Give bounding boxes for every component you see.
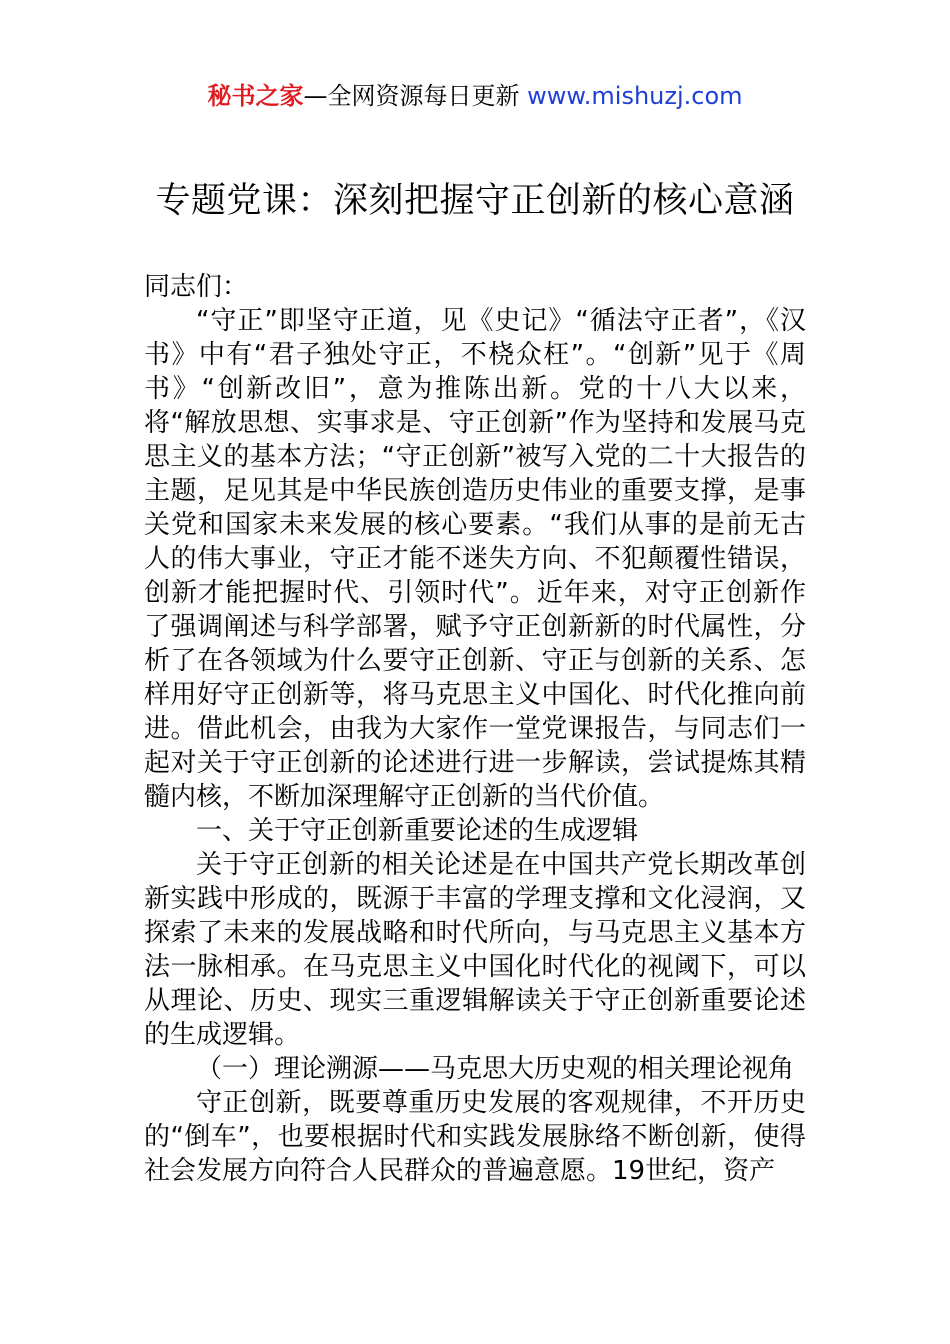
document-body (144, 270, 806, 1188)
section-heading-1: 一、关于守正创新重要论述的生成逻辑 (196, 816, 639, 846)
site-tagline: —全网资源每日更新 (303, 82, 520, 110)
site-url-link[interactable]: www.mishuzj.com (527, 82, 743, 110)
site-brand: 秘书之家 (207, 82, 304, 110)
section-1-paragraph: 关于守正创新的相关论述是在中国共产党长期改革创新实践中形成的，既源于丰富的学理支撑和文化浸润，又探索了未来的发展战略和时代所向，与马克思主义基本方法一脉相承。在马克思主义中国化时代化的视阈下，可以从理论、历史、现实三重逻辑解读关于守正创新重要论述的生成逻辑。 (144, 850, 806, 1050)
document-title: 专题党课：深刻把握守正创新的核心意涵 (155, 181, 795, 221)
site-header (0, 80, 950, 112)
subsection-1-paragraph: 守正创新，既要尊重历史发展的客观规律，不开历史的“倒车”，也要根据时代和实践发展脉络不断创新，使得社会发展方向符合人民群众的普遍意愿。19世纪，资产 (144, 1088, 806, 1186)
subsection-heading-1: （一）理论溯源——马克思大历史观的相关理论视角 (196, 1054, 795, 1084)
intro-paragraph: “守正”即坚守正道，见《史记》“循法守正者”，《汉书》中有“君子独处守正，不桡众枉”。“创新”见于《周书》“创新改旧”，意为推陈出新。党的十八大以来，将“解放思想、实事求是、守正创新”作为坚持和发展马克思主义的基本方法；“守正创新”被写入党的二十大报告的主题，足见其是中华民族创造历史伟业的重要支撑，是事关党和国家未来发展的核心要素。“我们从事的是前无古人的伟大事业，守正才能不迷失方向、不犯颠覆性错误，创新才能把握时代、引领时代”。近年来，对守正创新作了强调阐述与科学部署，赋予守正创新新的时代属性，分析了在各领域为什么要守正创新、守正与创新的关系、怎样用好守正创新等，将马克思主义中国化、时代化推向前进。借此机会，由我为大家作一堂党课报告，与同志们一起对关于守正创新的论述进行进一步解读，尝试提炼其精髓内核，不断加深理解守正创新的当代价值。 (144, 306, 806, 812)
salutation: 同志们： (144, 272, 249, 302)
